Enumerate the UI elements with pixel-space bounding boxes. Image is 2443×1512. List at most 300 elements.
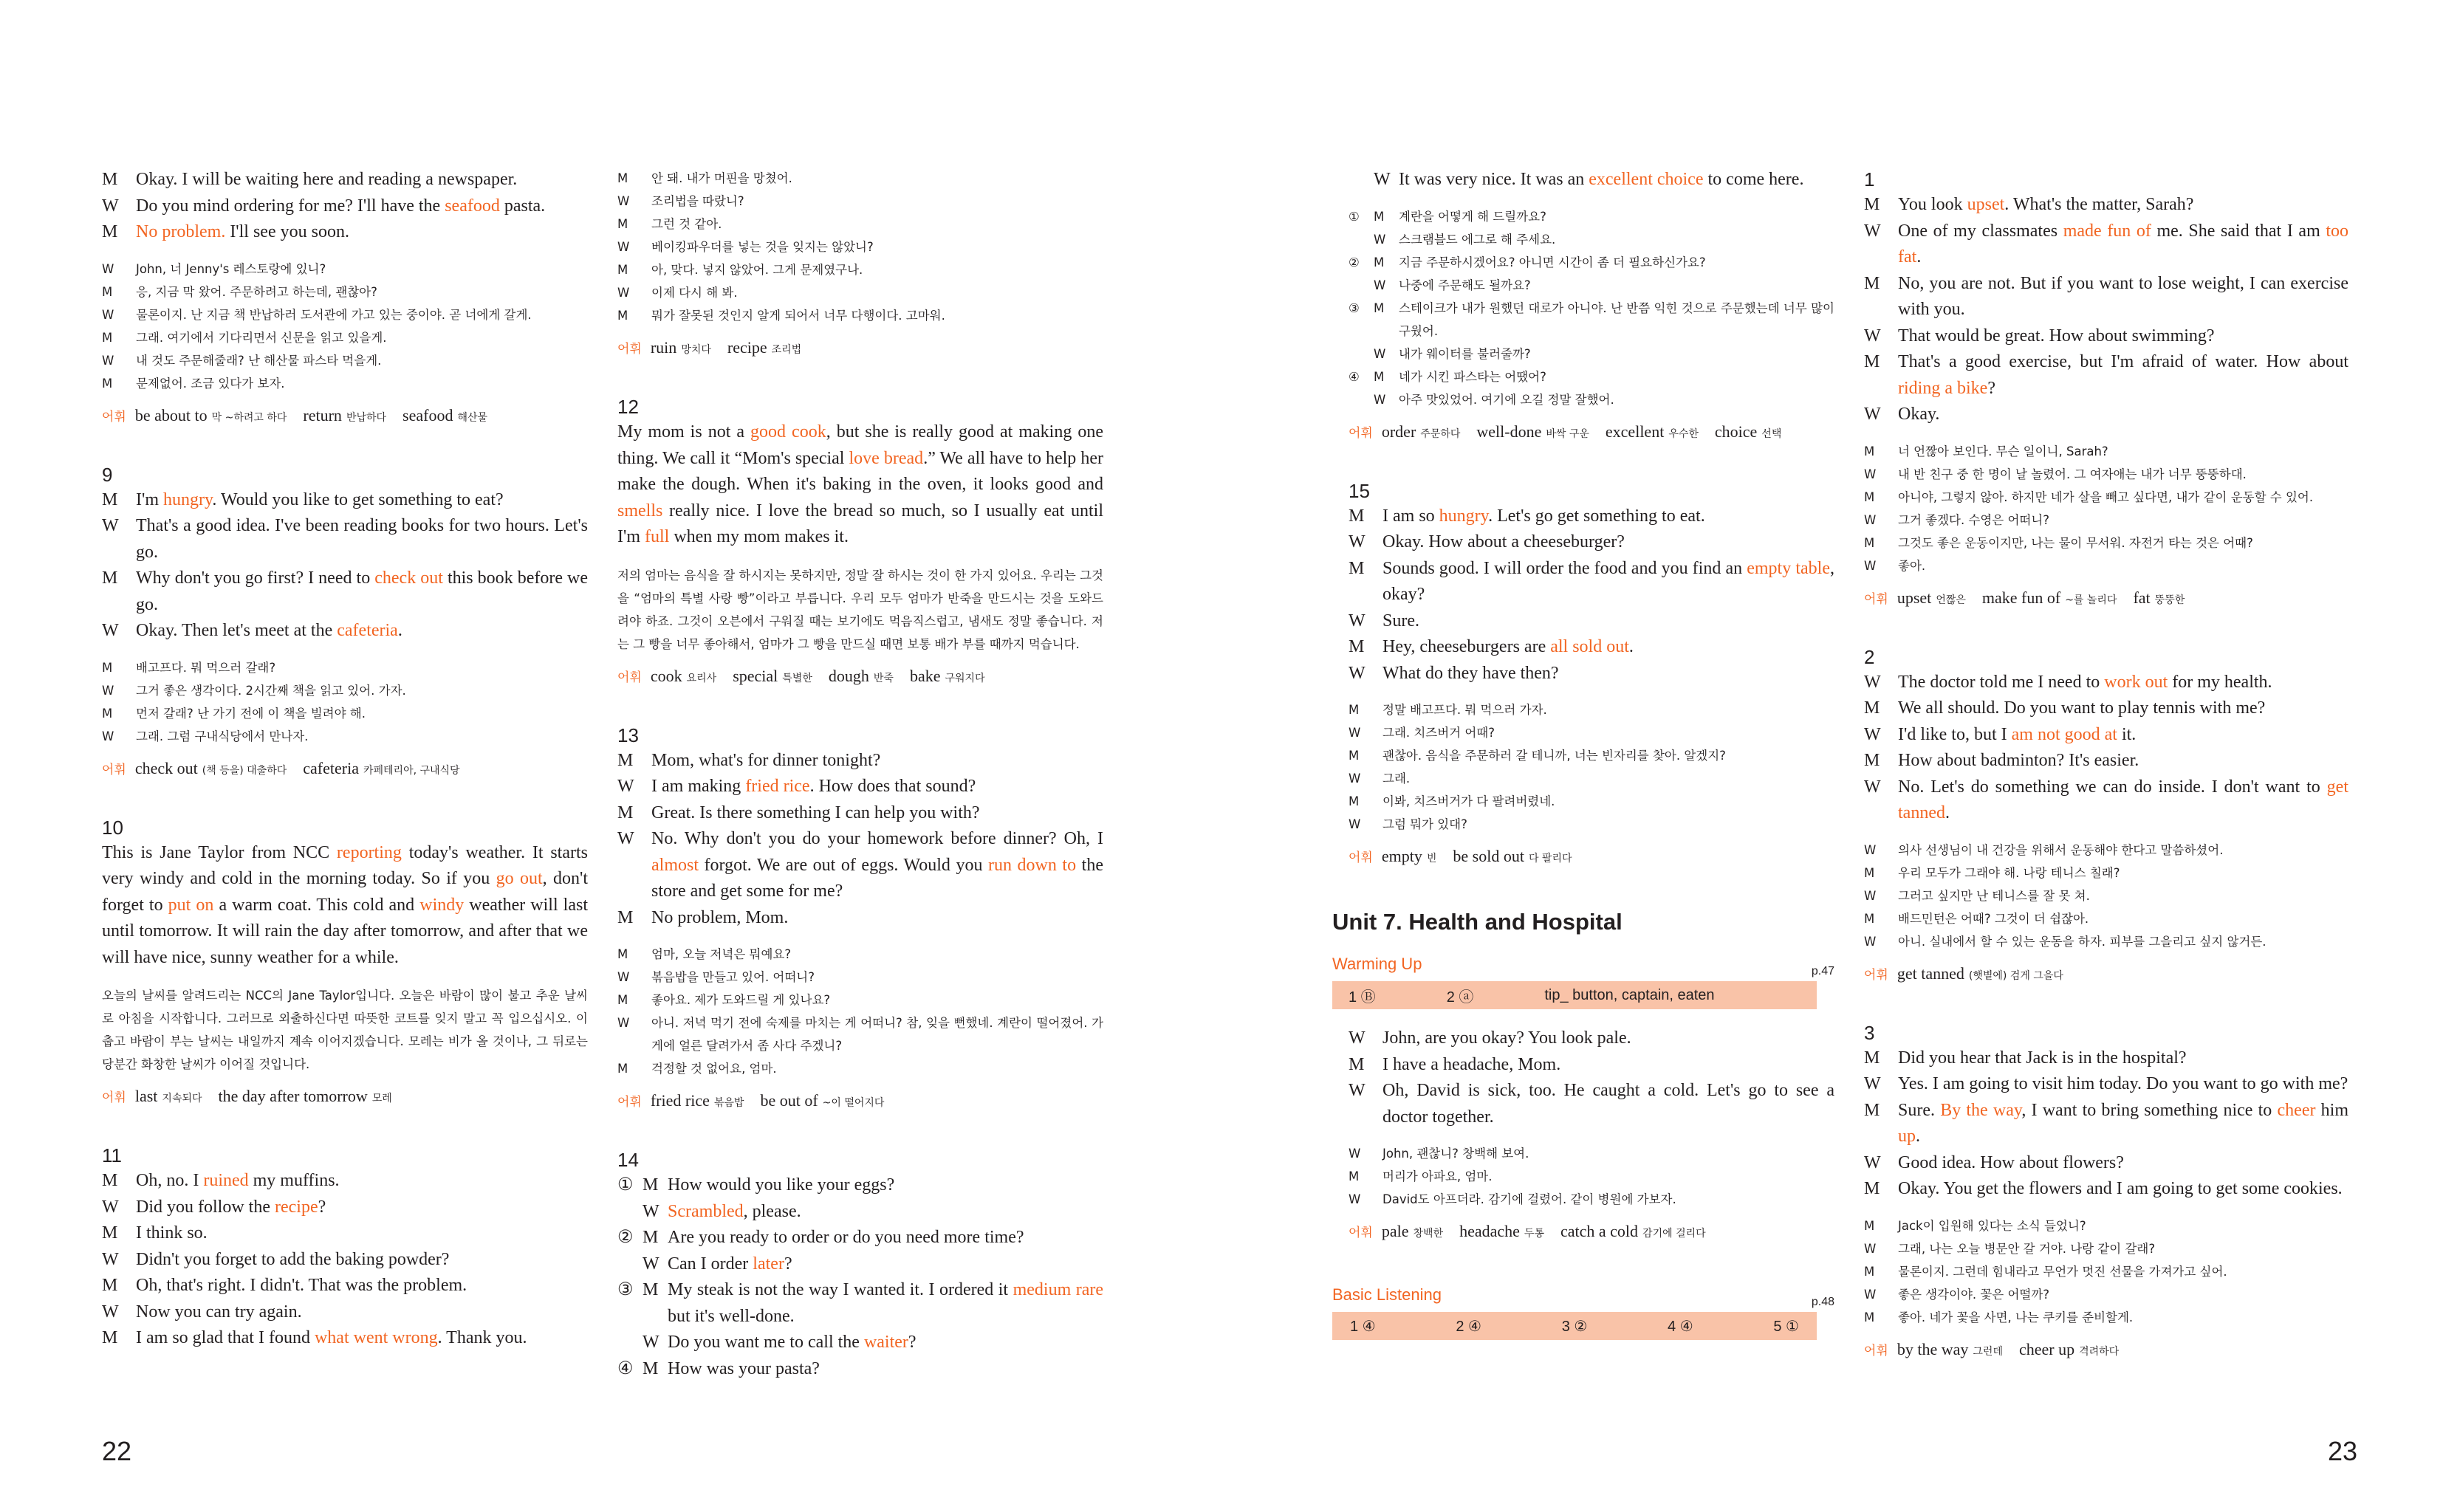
vocab-word: be about to	[134, 405, 208, 425]
speaker-label: M	[1349, 794, 1360, 808]
dialogue-line	[102, 167, 588, 193]
dialogue-text	[1898, 402, 2348, 428]
answer-bar	[1332, 981, 1817, 1009]
translation-text: 베이킹파우더를 넣는 것을 잊지는 않았니?	[651, 240, 874, 254]
translation-line	[1864, 930, 2348, 953]
vocab-word: ruin	[650, 338, 677, 357]
translation-text: 이제 다시 해 봐.	[651, 286, 738, 300]
dialogue-line	[1349, 661, 1834, 687]
vocab-word: dough	[828, 666, 869, 685]
choice-number: ③	[617, 1280, 634, 1299]
dialogue-line	[102, 566, 588, 618]
vocab-meaning: 구워지다	[945, 672, 985, 684]
speaker-label: M	[1374, 255, 1385, 269]
speaker-label: M	[102, 1276, 118, 1295]
dialogue-line	[1349, 556, 1834, 608]
highlight-phrase: cheer	[2277, 1100, 2316, 1120]
translation-text: 먼저 갈래? 난 가기 전에 이 책을 빌려야 해.	[136, 706, 366, 721]
translation-text: 문제없어. 조금 있다가 보자.	[136, 376, 285, 391]
vocab-word: make fun of	[1981, 588, 2061, 607]
speaker-label: W	[1864, 1287, 1877, 1302]
dialogue-text	[668, 1330, 1103, 1356]
highlight-phrase: By the way	[1940, 1100, 2022, 1120]
dialogue-text	[1898, 670, 2348, 696]
dialogue-text	[136, 1273, 588, 1299]
text-run: Didn't you forget to add the baking powder?	[136, 1249, 450, 1269]
text-run: forgot. We are out of eggs. Would you	[699, 855, 989, 875]
highlight-phrase: medium rare	[1013, 1280, 1103, 1299]
vocabulary-row	[102, 404, 588, 430]
speaker-label: W	[1864, 512, 1877, 527]
dialogue-line	[1864, 349, 2348, 402]
translation-text: 그거 좋은 생각이다. 2시간째 책을 읽고 있어. 가자.	[136, 683, 406, 698]
vocab-meaning: 빈	[1426, 853, 1437, 865]
dialogue-text	[1382, 1025, 1834, 1052]
text-run: I'm	[136, 489, 163, 509]
korean-translation	[1349, 205, 1834, 411]
vocab-word: empty	[1381, 847, 1422, 865]
text-run: What do they have then?	[1382, 663, 1559, 683]
highlight-phrase: Scrambled	[668, 1201, 744, 1221]
vocabulary-row	[102, 1085, 588, 1110]
translation-line	[617, 943, 1103, 966]
dialogue-text	[136, 513, 588, 566]
highlight-phrase: good cook	[750, 422, 826, 441]
dialogue-number: 9	[102, 463, 113, 486]
text-run: , please.	[743, 1201, 801, 1221]
translation-text: 응, 지금 막 왔어. 주문하려고 하는데, 괜찮아?	[136, 284, 377, 299]
speaker-label: W	[1374, 232, 1386, 247]
text-run: Okay. How about a cheeseburger?	[1382, 532, 1625, 551]
translation-text: Jack이 입원해 있다는 소식 들었니?	[1898, 1218, 2086, 1233]
text-run: .	[1628, 637, 1634, 656]
translation-line	[102, 679, 588, 702]
translation-line	[102, 702, 588, 725]
highlight-phrase: later	[753, 1254, 784, 1274]
translation-text: 나중에 주문해도 될까요?	[1399, 278, 1531, 292]
basic-listening-header	[1332, 1285, 1834, 1309]
vocab-meaning: (햇볕에) 검게 그을다	[1968, 969, 2063, 982]
translation-text: 괜찮아. 음식을 주문하러 갈 테니까, 너는 빈자리를 찾아. 알겠지?	[1382, 749, 1726, 763]
text-run: I am making	[651, 777, 746, 796]
text-run: Oh, that's right. I didn't. That was the problem.	[136, 1276, 467, 1295]
speaker-label: W	[617, 194, 630, 208]
dialogue-text	[1382, 529, 1834, 556]
highlight-phrase: fried rice	[745, 777, 810, 796]
translation-text: 그래, 나는 오늘 병문안 갈 거야. 나랑 같이 갈래?	[1898, 1241, 2156, 1256]
translation-line	[1864, 1306, 2348, 1329]
dialogue-number: 10	[102, 816, 123, 839]
dialogue-text	[668, 1277, 1103, 1330]
korean-translation: 오늘의 날씨를 알려드리는 NCC의 Jane Taylor입니다. 오늘은 바람이 많이 불고 추운 날씨로 아침을 시작합니다. 그러므로 외출하신다면 따뜻한 코트를 잊지 말고 꼭 입으십시오. 이 춥고 바람이 부는 날씨는 내일까지 계속 이어지겠습니다. 모레는 비가 올 것이나, 그 뒤로는 당분간 화창한 날씨가 이어질 것입니다.	[102, 989, 588, 1071]
speaker-label: M	[1864, 489, 1875, 504]
translation-text: 내가 웨이터를 불러줄까?	[1399, 346, 1531, 361]
text-run: . How does that sound?	[809, 777, 976, 796]
speaker-label: W	[1374, 278, 1386, 292]
speaker-label: M	[617, 803, 634, 822]
text-run: We all should. Do you want to play tennis with me?	[1898, 698, 2266, 718]
dialogue-text	[136, 219, 588, 246]
choice-number	[1349, 274, 1374, 297]
text-run: really nice. I love the bread so much, so I usually eat until I'm	[617, 501, 1103, 546]
dialogue-text	[136, 1168, 588, 1195]
highlight-phrase: seafood	[445, 196, 500, 216]
answer-item: 1 Ⓑ	[1349, 989, 1376, 1006]
dialogue-text	[136, 193, 588, 220]
vocabulary-row	[617, 1089, 1103, 1115]
choice-number	[617, 1251, 643, 1278]
dialogue-text	[1399, 167, 1834, 193]
dialogue-text	[1382, 1078, 1834, 1130]
speaker-label: M	[1349, 1054, 1365, 1074]
dialogue-text	[1898, 1150, 2348, 1177]
speaker-label: M	[1864, 195, 1880, 214]
speaker-label: W	[1349, 817, 1361, 831]
text-run: Okay. I will be waiting here and reading a newspaper.	[136, 170, 518, 189]
translation-text: 스크램블드 에그로 해 주세요.	[1399, 232, 1556, 247]
dialogue-text	[1898, 349, 2348, 402]
speaker-label: M	[102, 1223, 118, 1243]
text-run: ?	[908, 1333, 916, 1352]
speaker-label: M	[1864, 535, 1875, 550]
text-run: , I want to bring something nice to	[2021, 1100, 2278, 1120]
dialogue-line	[1864, 1150, 2348, 1177]
speaker-label: M	[102, 222, 118, 241]
speaker-label: W	[102, 621, 119, 640]
speaker-label: M	[102, 568, 118, 588]
dialogue-text	[1898, 774, 2348, 827]
translation-text: 의사 선생님이 내 건강을 위해서 운동해야 한다고 말씀하셨어.	[1898, 842, 2224, 857]
vocab-meaning: 반죽	[873, 672, 894, 684]
unit-title: Unit 7. Health and Hospital	[1332, 909, 1623, 935]
translation-line	[617, 966, 1103, 989]
speaker-label: W	[102, 307, 114, 322]
translation-text: 그래. 치즈버거 어때?	[1382, 726, 1495, 740]
text-run: Do you mind ordering for me? I'll have the	[136, 196, 445, 216]
speaker-label: W	[1374, 170, 1391, 189]
speaker-label: W	[102, 516, 119, 535]
dialogue-line	[1349, 167, 1834, 193]
vocab-meaning: (책 등을) 대출하다	[202, 764, 287, 777]
text-run: me. She said that I am	[2151, 221, 2326, 241]
highlight-phrase: recipe	[274, 1197, 318, 1217]
text-run: Mom, what's for dinner tonight?	[651, 750, 881, 770]
translation-text: 안 돼. 내가 머핀을 망쳤어.	[651, 171, 792, 185]
translation-line	[1864, 907, 2348, 930]
translation-line	[1349, 1142, 1834, 1165]
highlight-phrase: hungry	[1439, 506, 1489, 526]
dialogue-line	[102, 1195, 588, 1221]
highlight-phrase: work out	[2104, 672, 2168, 692]
translation-line	[1349, 767, 1834, 790]
dialogue-text	[668, 1251, 1103, 1278]
speaker-label: W	[1864, 467, 1877, 481]
answer-item: tip_ button, captain, eaten	[1544, 986, 1715, 1003]
dialogue-text	[1898, 323, 2348, 350]
dialogue-number: 11	[102, 1144, 122, 1166]
highlight-phrase: almost	[651, 855, 699, 875]
translation-text: 너 언짢아 보인다. 무슨 일이니, Sarah?	[1898, 444, 2108, 458]
vocab-word: order	[1381, 422, 1416, 441]
speaker-label: M	[617, 947, 628, 961]
speaker-label: W	[1864, 672, 1881, 692]
text-run: Did you hear that Jack is in the hospital?	[1898, 1048, 2187, 1068]
speaker-label: W	[1349, 663, 1366, 683]
translation-line	[1349, 365, 1834, 388]
text-run: I think so.	[136, 1223, 208, 1243]
korean-translation: 저의 엄마는 음식을 잘 하시지는 못하지만, 정말 잘 하시는 것이 한 가지 있어요. 우리는 그것을 “엄마의 특별 사랑 빵”이라고 부릅니다. 우리 모두 엄마가 반죽을 만드시는 것을 도와드려야 하죠. 그것이 오븐에서 구워질 때는 보기에도 먹음직스럽고, 냄새도 정말 좋습니다. 저는 그 빵을 너무 좋아해서, 엄마가 그 빵을 만드실 때면 보통 배가 부를 때까지 먹습니다.	[617, 568, 1103, 651]
speaker-label: M	[1864, 698, 1880, 718]
page-number-left: 22	[102, 1436, 132, 1466]
column-4	[1864, 167, 2348, 1364]
vocab-word: fat	[2133, 588, 2151, 607]
translation-line	[1864, 440, 2348, 463]
vocab-word: fried rice	[650, 1091, 710, 1110]
dialogue-number: 3	[1864, 1021, 1875, 1044]
section-title: Warming Up	[1332, 955, 1422, 973]
speaker-label: M	[643, 1280, 659, 1299]
text-run: One of my classmates	[1898, 221, 2063, 241]
vocab-word: well-done	[1476, 422, 1542, 441]
text-run: That's a good exercise, but I'm afraid of water. How about	[1898, 352, 2348, 371]
speaker-label: M	[1349, 749, 1360, 763]
text-run: Do you want me to call the	[668, 1333, 864, 1352]
korean-translation	[1349, 1142, 1834, 1211]
choice-number: ①	[1349, 209, 1360, 224]
choice-number: ①	[617, 1175, 634, 1195]
vocab-meaning: 바싹 구운	[1546, 427, 1589, 440]
speaker-label: W	[1349, 1147, 1361, 1161]
choice-number	[1349, 228, 1374, 251]
text-run: weather will last until tomorrow. It will rain the day after tomorrow, and after that we will have nice, sunny weather for a while.	[102, 895, 589, 967]
dialogue-text	[1382, 661, 1834, 687]
translation-line	[1864, 1237, 2348, 1260]
choice-number: ②	[1349, 255, 1360, 269]
translation-text: 머리가 아파요, 엄마.	[1382, 1169, 1493, 1183]
translation-text: 배드민턴은 어때? 그것이 더 쉽잖아.	[1898, 911, 2089, 926]
text-run: Good idea. How about flowers?	[1898, 1152, 2124, 1172]
dialogue-line	[617, 1356, 1103, 1383]
korean-translation	[102, 656, 588, 748]
translation-text: John, 괜찮니? 창백해 보여.	[1382, 1147, 1529, 1161]
translation-line	[1864, 839, 2348, 862]
dialogue-text	[136, 566, 588, 618]
translation-line	[1349, 790, 1834, 813]
speaker-label: M	[1349, 1169, 1360, 1183]
dialogue-line	[1349, 634, 1834, 661]
dialogue-number: 13	[617, 724, 639, 746]
text-run: My mom is not a	[617, 422, 751, 441]
vocab-label: 어휘	[1864, 967, 1888, 983]
translation-text: John, 너 Jenny's 레스토랑에 있니?	[136, 261, 326, 276]
dialogue-line	[617, 905, 1103, 932]
translation-line	[102, 258, 588, 281]
vocab-meaning: 그런데	[1973, 1345, 2003, 1358]
speaker-label: W	[617, 777, 634, 796]
vocab-meaning: 모레	[371, 1093, 392, 1104]
translation-line	[617, 190, 1103, 213]
vocab-label: 어휘	[1864, 591, 1888, 607]
translation-text: 내 반 친구 중 한 명이 날 놀렸어. 그 여자애는 내가 너무 뚱뚱하대.	[1898, 467, 2247, 481]
translation-text: 뭐가 잘못된 것인지 알게 되어서 너무 다행이다. 고마워.	[651, 309, 945, 323]
speaker-label: M	[1864, 444, 1875, 458]
translation-line	[1864, 1283, 2348, 1306]
vocab-word: be out of	[760, 1091, 818, 1110]
highlight-phrase: smells	[617, 501, 663, 520]
speaker-label: M	[617, 217, 628, 231]
dialogue-line	[1864, 722, 2348, 749]
translation-text: 엄마, 오늘 저녁은 뭐예요?	[651, 947, 792, 961]
speaker-label: M	[102, 660, 113, 675]
speaker-label: M	[1864, 1100, 1880, 1120]
dialogue-line	[617, 1330, 1103, 1356]
translation-text: 그래.	[1382, 772, 1411, 786]
text-run: I am so	[1382, 506, 1439, 526]
text-run: Sure.	[1382, 611, 1419, 630]
speaker-label: M	[102, 284, 113, 299]
text-run: a warm coat. This cold and	[213, 895, 420, 915]
vocab-meaning: 반납하다	[346, 411, 387, 424]
text-run: .	[397, 621, 402, 640]
vocab-meaning: 선택	[1761, 427, 1782, 440]
vocabulary-row	[617, 664, 1103, 690]
vocabulary-row	[1864, 586, 2348, 612]
text-run: No. Let's do something we can do inside. I don't want to	[1898, 777, 2327, 797]
translation-text: 그거 좋겠다. 수영은 어떠니?	[1898, 512, 2050, 527]
translation-line	[102, 725, 588, 748]
dialogue-text	[668, 1199, 1103, 1226]
speaker-label: W	[102, 1302, 119, 1322]
vocab-meaning: 카페테리아, 구내식당	[363, 764, 460, 777]
translation-text: 배고프다. 뭐 먹으러 갈래?	[136, 660, 276, 675]
speaker-label: M	[643, 1175, 659, 1195]
highlight-phrase: ruined	[203, 1171, 249, 1190]
highlight-phrase: go out	[496, 869, 543, 888]
dialogue-line	[617, 826, 1103, 905]
speaker-label: W	[102, 683, 114, 698]
column-1	[102, 167, 588, 1352]
answer-item: 2 ⓐ	[1446, 989, 1474, 1006]
translation-text: 네가 시킨 파스타는 어땠어?	[1399, 369, 1546, 384]
dialogue-line	[1864, 271, 2348, 323]
translation-text: 내 것도 주문해줄래? 난 해산물 파스타 먹을게.	[136, 353, 382, 368]
speaker-label: W	[1864, 1152, 1881, 1172]
korean-translation	[102, 258, 588, 395]
translation-line	[102, 372, 588, 395]
column-2	[617, 167, 1103, 1382]
dialogue-number: 14	[617, 1149, 639, 1171]
translation-text: 볶음밥을 만들고 있어. 어떠니?	[651, 970, 815, 984]
translation-text: 조리법을 따랐니?	[651, 194, 744, 208]
page-reference: p.47	[1811, 965, 1834, 977]
answer-item: 3 ②	[1561, 1318, 1588, 1335]
dialogue-line	[617, 1172, 1103, 1199]
vocab-label: 어휘	[617, 1095, 642, 1110]
vocab-label: 어휘	[617, 670, 642, 685]
text-run: for my health.	[2168, 672, 2272, 692]
dialogue-line	[1864, 192, 2348, 219]
speaker-label: W	[643, 1333, 659, 1352]
text-run: My steak is not the way I wanted it. I ordered it	[668, 1280, 1013, 1299]
text-run: Oh, David is sick, too. He caught a cold. Let's go to see a doctor together.	[1382, 1081, 1834, 1127]
page-number-right: 23	[2328, 1436, 2358, 1466]
highlight-phrase: riding a bike	[1898, 378, 1988, 398]
highlight-phrase: get tanned	[1898, 777, 2348, 822]
choice-number	[617, 1330, 643, 1356]
answer-item: 5 ①	[1773, 1318, 1799, 1335]
speaker-label: W	[1349, 611, 1366, 630]
dialogue-line	[102, 1168, 588, 1195]
choice-number	[1349, 167, 1374, 193]
dialogue-text	[651, 826, 1103, 905]
dialogue-line	[1864, 670, 2348, 696]
vocab-meaning: 뚱뚱한	[2154, 594, 2185, 606]
dialogue-text	[1382, 504, 1834, 530]
highlight-phrase: up	[1898, 1127, 1916, 1146]
speaker-label: M	[617, 1062, 628, 1076]
vocab-word: seafood	[402, 405, 453, 425]
dialogue-line	[1864, 1071, 2348, 1098]
section-title: Basic Listening	[1332, 1285, 1442, 1304]
dialogue-text	[651, 905, 1103, 932]
page-reference: p.48	[1811, 1296, 1834, 1308]
highlight-phrase: excellent choice	[1589, 170, 1704, 189]
speaker-label: W	[617, 240, 630, 254]
translation-line	[617, 167, 1103, 190]
vocab-meaning: 해산물	[457, 411, 488, 424]
text-run: You look	[1898, 195, 1967, 214]
text-run: .” We all have to help her make the dough. When it's baking in the oven, it looks good and	[617, 448, 1104, 494]
speaker-label: W	[1374, 346, 1386, 361]
dialogue-text	[1382, 608, 1834, 635]
text-run: my muffins.	[248, 1171, 340, 1190]
text-run: Great. Is there something I can help you with?	[651, 803, 980, 822]
translation-line	[1349, 744, 1834, 767]
dialogue-line	[102, 618, 588, 645]
dialogue-line	[1349, 1025, 1834, 1052]
vocab-label: 어휘	[1864, 1343, 1888, 1358]
translation-text: 그래. 여기에서 기다리면서 신문을 읽고 있을게.	[136, 330, 387, 345]
text-run: Okay. Then let's meet at the	[136, 621, 338, 640]
vocab-meaning: 조리법	[771, 344, 802, 356]
monologue-text	[102, 840, 588, 972]
vocab-word: catch a cold	[1560, 1222, 1639, 1240]
dialogue-text	[651, 800, 1103, 827]
speaker-label: M	[1349, 637, 1365, 656]
translation-line	[102, 281, 588, 303]
answer-item: 2 ④	[1456, 1318, 1481, 1335]
vocab-meaning: ~를 놀리다	[2065, 594, 2117, 606]
translation-line	[1349, 1188, 1834, 1211]
text-run: That's a good idea. I've been reading books for two hours. Let's go.	[136, 516, 588, 562]
text-run: Yes. I am going to visit him today. Do you want to go with me?	[1898, 1074, 2348, 1093]
vocab-meaning: 우수한	[1668, 427, 1699, 440]
text-run: . Would you like to get something to eat?	[212, 489, 504, 509]
text-run: ?	[1987, 378, 1995, 398]
choice-number	[1349, 388, 1374, 411]
translation-text: 물론이지. 난 지금 책 반납하러 도서관에 가고 있는 중이야. 곧 너에게 갈게.	[136, 307, 532, 322]
translation-line	[617, 989, 1103, 1011]
translation-line	[1349, 813, 1834, 836]
text-run: Hey, cheeseburgers are	[1382, 637, 1551, 656]
speaker-label: W	[102, 261, 114, 276]
dialogue-line	[617, 800, 1103, 827]
speaker-label: M	[617, 309, 628, 323]
translation-line	[617, 1011, 1103, 1057]
dialogue-line	[1864, 748, 2348, 774]
dialogue-line	[1349, 529, 1834, 556]
translation-text: 그래. 그럼 구내식당에서 만나자.	[136, 729, 309, 743]
